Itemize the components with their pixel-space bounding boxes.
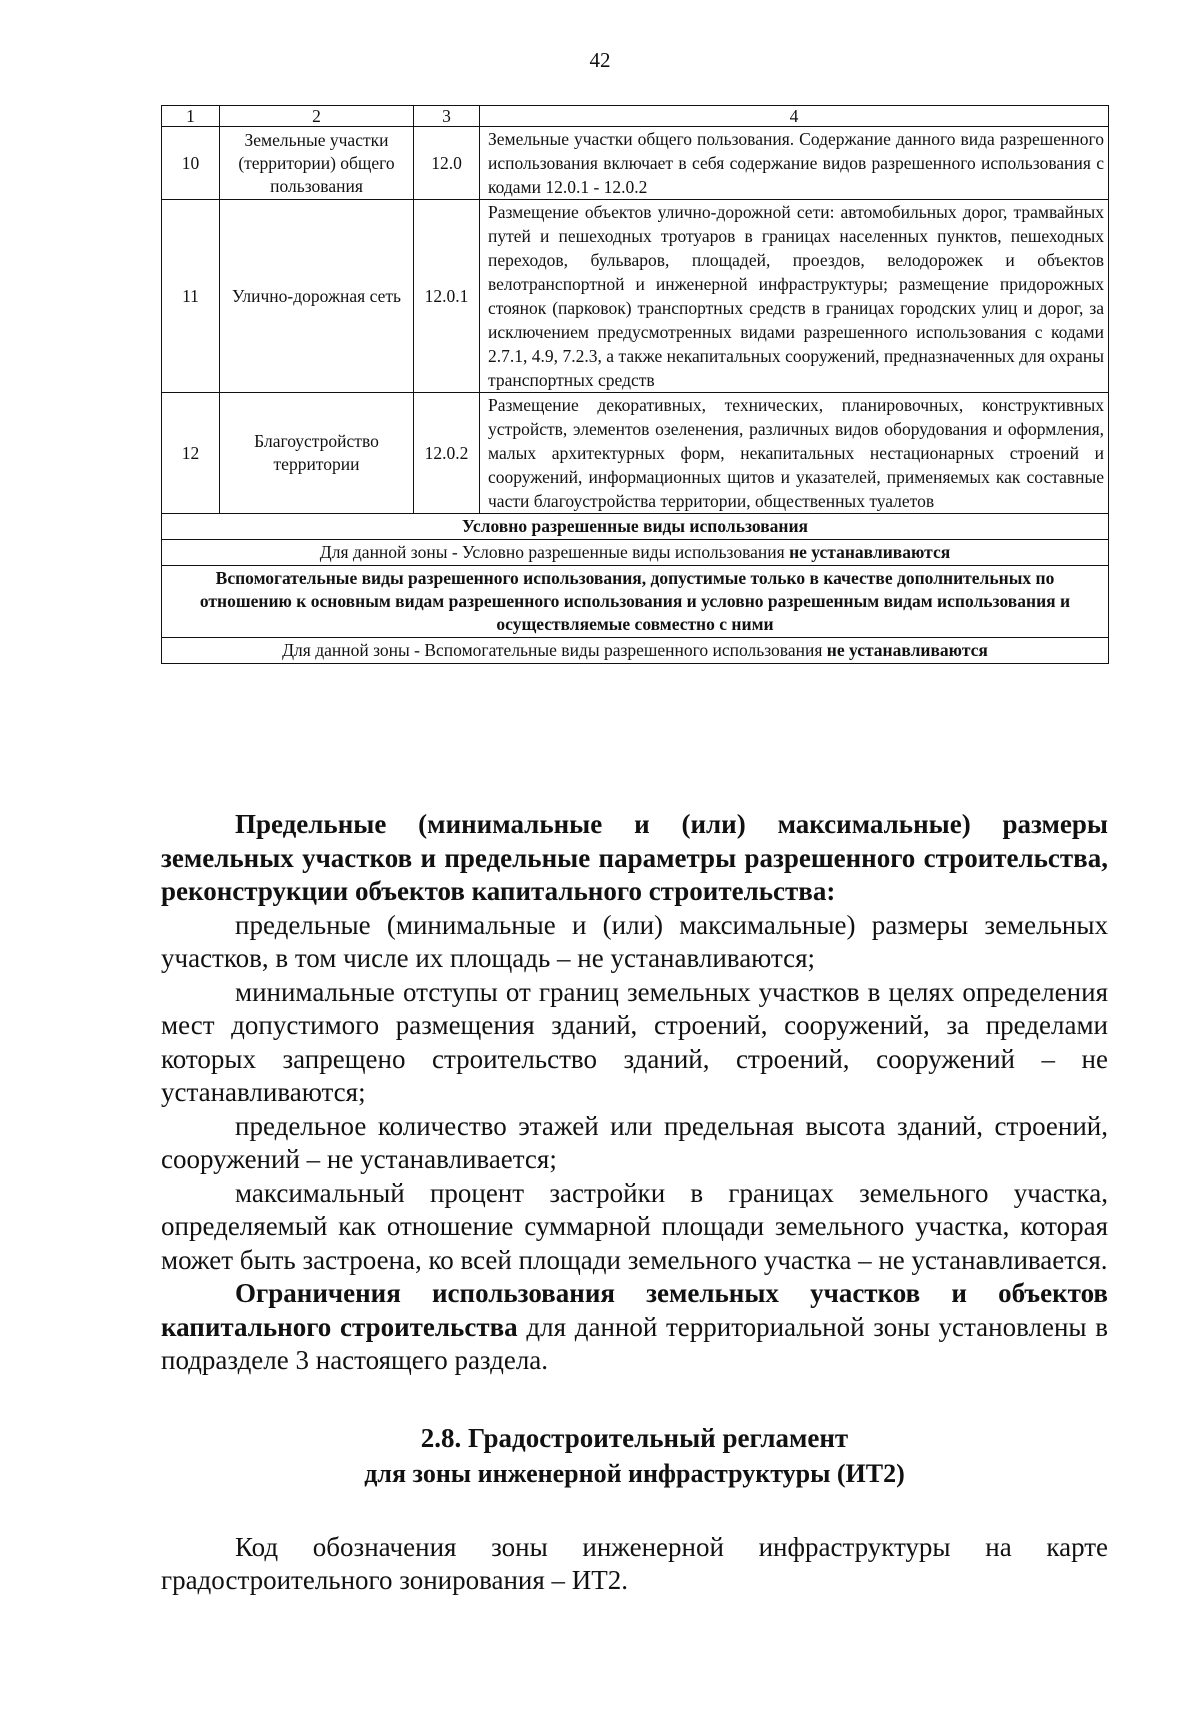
table-header-row <box>162 106 1109 127</box>
zone-code-paragraph: Код обозначения зоны инженерной инфраструктуры на карте градостроительного зонирования – ИТ2. <box>161 1531 1108 1595</box>
use-type-description: Размещение декоративных, технических, планировочных, конструктивных устройств, элементов озеленения, различных видов оборудования и оформления, малых архитектурных форм, некапитальных нестационарных строений и сооружений, информационных щитов и указателей, применяемых как составные части благоустройства территории, общественных туалетов <box>480 393 1109 514</box>
section-title: 2.8. Градостроительный регламент <box>420 1422 849 1453</box>
restrictions-bold: Ограничения использования земельных участков и объектов капитального строительства <box>161 1278 1108 1342</box>
auxiliary-note-row <box>162 638 1109 664</box>
use-type-description: Земельные участки общего пользования. Содержание данного вида разрешенного использования включает в себя содержание видов разрешенного использования с кодами 12.0.1 - 12.0.2 <box>480 127 1109 200</box>
conditional-note-prefix: Для данной зоны - Условно разрешенные виды использования <box>319 542 785 562</box>
auxiliary-heading-row <box>162 566 1109 638</box>
auxiliary-uses-note <box>162 638 1109 664</box>
body-text <box>161 808 1108 1598</box>
table-row <box>162 127 1109 200</box>
limit-item: предельные (минимальные и (или) максимальные) размеры земельных участков, в том числе их площадь – не устанавливаются; <box>161 909 1108 973</box>
page-number: 42 <box>589 48 611 72</box>
column-header: 2 <box>220 106 414 127</box>
limits-heading: Предельные (минимальные и (или) максимальные) размеры земельных участков и предельные параметры разрешенного строительства, реконструкции объектов капитального строительства: <box>161 809 1108 906</box>
limit-item: предельное количество этажей или предельная высота зданий, строений, сооружений – не устанавливается; <box>161 1110 1108 1174</box>
restrictions-paragraph <box>161 1277 1108 1378</box>
table-row <box>162 200 1109 393</box>
restrictions-rest: для данной территориальной зоны установлены в подразделе 3 настоящего раздела. <box>161 1311 1109 1375</box>
column-header: 3 <box>414 106 480 127</box>
conditional-note-row <box>162 540 1109 566</box>
use-type-code: 12.0.2 <box>414 393 480 514</box>
use-type-name: Улично-дорожная сеть <box>220 200 414 393</box>
row-number: 10 <box>162 127 220 200</box>
use-type-name: Земельные участки (территории) общего пользования <box>220 127 414 200</box>
auxiliary-note-bold: не устанавливаются <box>826 640 988 660</box>
use-type-name: Благоустройство территории <box>220 393 414 514</box>
column-header: 1 <box>162 106 220 127</box>
limit-item: максимальный процент застройки в границах земельного участка, определяемый как отношение суммарной площади земельного участка, которая может быть застроена, ко всей площади земельного участка – не устанавливается. <box>161 1177 1108 1275</box>
use-type-code: 12.0 <box>414 127 480 200</box>
conditional-heading-row <box>162 514 1109 540</box>
row-number: 12 <box>162 393 220 514</box>
auxiliary-note-prefix: Для данной зоны - Вспомогательные виды разрешенного использования <box>282 640 823 660</box>
limit-item: минимальные отступы от границ земельных участков в целях определения мест допустимого размещения зданий, строений, сооружений, за пределами которых запрещено строительство зданий, строений, сооружений – не устанавливаются; <box>161 976 1108 1107</box>
conditional-uses-note <box>162 540 1109 566</box>
auxiliary-uses-heading: Вспомогательные виды разрешенного использования, допустимые только в качестве дополнительных по отношению к основным видам разрешенного использования и условно разрешенным видам использования и осуществляемые совместно с ними <box>162 566 1109 638</box>
section-subtitle: для зоны инженерной инфраструктуры (ИТ2) <box>364 1458 905 1488</box>
permitted-use-table <box>161 105 1109 664</box>
table-row <box>162 393 1109 514</box>
use-type-code: 12.0.1 <box>414 200 480 393</box>
conditional-uses-heading: Условно разрешенные виды использования <box>162 514 1109 540</box>
conditional-note-bold: не устанавливаются <box>789 542 951 562</box>
use-type-description: Размещение объектов улично-дорожной сети: автомобильных дорог, трамвайных путей и пешеходных тротуаров в границах населенных пунктов, пешеходных переходов, бульваров, площадей, проездов, велодорожек и объектов велотранспортной и инженерной инфраструктуры; размещение придорожных стоянок (парковок) транспортных средств в границах городских улиц и дорог, за исключением предусмотренных видами разрешенного использования с кодами 2.7.1, 4.9, 7.2.3, а также некапитальных сооружений, предназначенных для охраны транспортных средств <box>480 200 1109 393</box>
column-header: 4 <box>480 106 1109 127</box>
row-number: 11 <box>162 200 220 393</box>
